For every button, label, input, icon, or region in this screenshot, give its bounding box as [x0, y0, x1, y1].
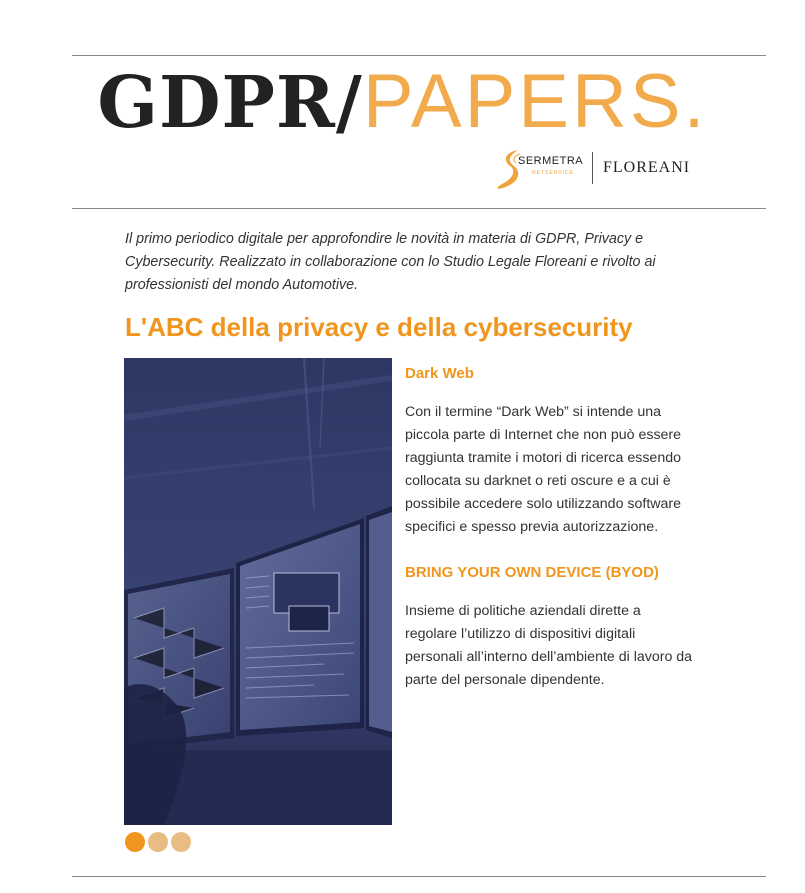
sponsor-separator [592, 152, 593, 184]
glossary-column [405, 362, 695, 692]
term-title-dark-web: Dark Web [405, 365, 474, 382]
term-body-dark-web: Con il termine “Dark Web” si intende una piccola parte di Internet che non può essere raggiunta tramite i motori di ricerca essendo collocata su darknet o reti oscure e a cui è possibile accedere solo utilizzando software specifici e spesso previa autorizzazione. [405, 404, 682, 535]
term-body-byod: Insieme di politiche aziendali dirette a regolare l’utilizzo di dispositivi digitali personali all’interno dell’ambiente di lavoro da parte del personale dipendente. [405, 603, 693, 688]
dark-web-photo [124, 358, 392, 825]
masthead-papers: PAPERS. [362, 59, 708, 144]
term-title-byod: BRING YOUR OWN DEVICE (BYOD) [405, 564, 659, 581]
carousel-dot-1[interactable] [125, 832, 145, 852]
sermetra-name: SERMETRA [518, 155, 584, 167]
carousel-dot-2[interactable] [148, 832, 168, 852]
sermetra-subtitle: NETSERVICE [532, 170, 574, 176]
masthead-divider [72, 208, 766, 209]
intro-text: Il primo periodico digitale per approfondire le novità in materia di GDPR, Privacy e Cybersecurity. Realizzato in collaborazione con lo Studio Legale Floreani e rivolto ai professionisti del mondo Automotive. [125, 231, 656, 293]
masthead-gdpr: GDPR/ [97, 60, 363, 144]
monitors-illustration [124, 358, 392, 825]
section-title: L'ABC della privacy e della cybersecurity [125, 312, 633, 342]
top-divider [72, 55, 766, 56]
sponsor-logos [496, 148, 696, 190]
bottom-divider [72, 876, 766, 877]
masthead-logo [0, 59, 805, 144]
floreani-logo: FLOREANI [603, 159, 691, 176]
carousel-dot-3[interactable] [171, 832, 191, 852]
sermetra-logo [496, 148, 586, 190]
carousel-dots [125, 832, 191, 853]
